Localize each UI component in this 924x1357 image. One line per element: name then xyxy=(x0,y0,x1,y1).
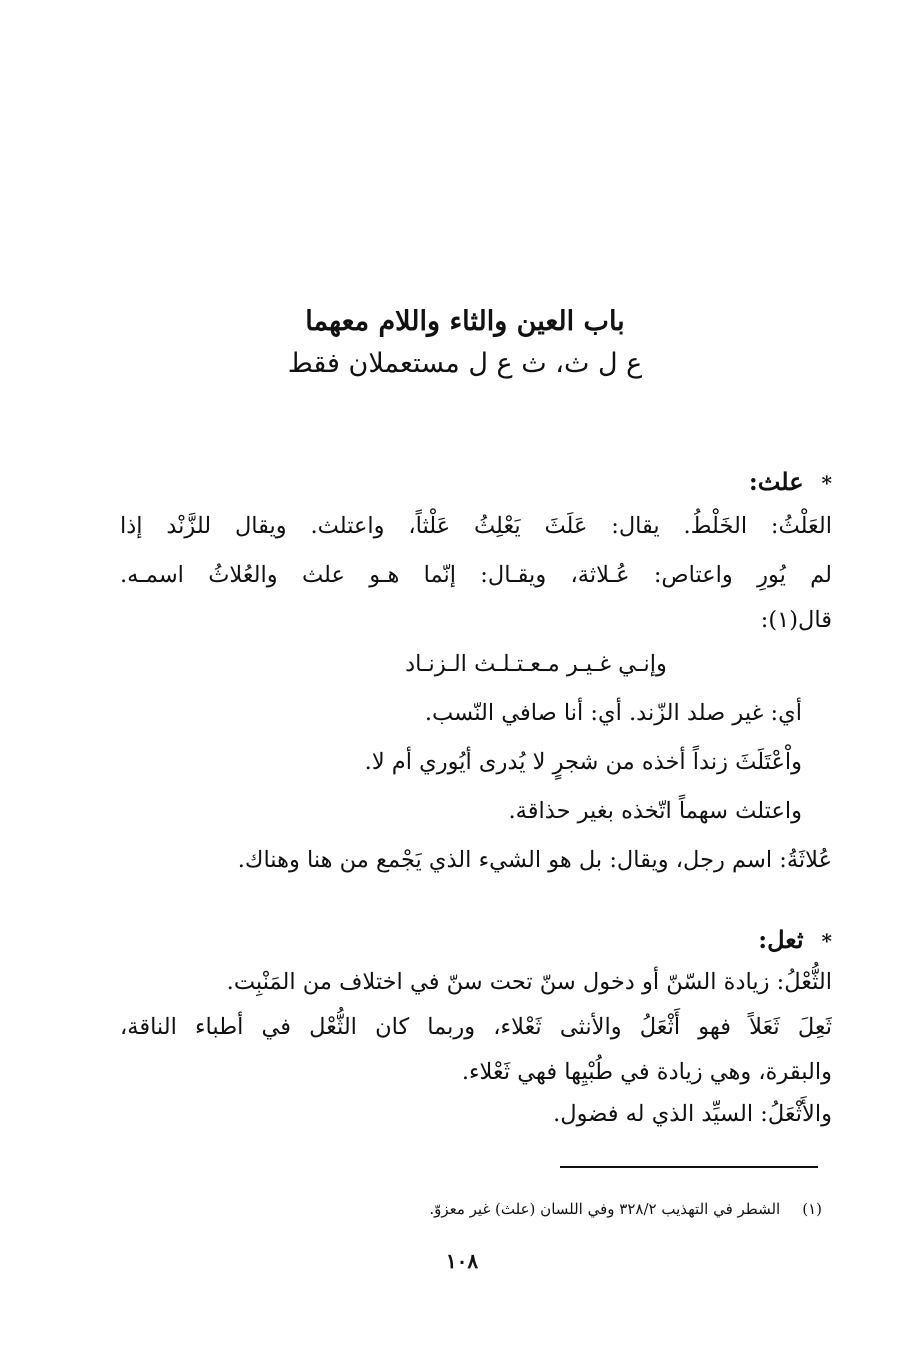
headword-text: ثعل: xyxy=(758,925,804,954)
entry-line: قال(١): xyxy=(760,607,832,633)
entry-line: واْعْتَلَثَ زنداً أخذه من شجرٍ لا يُدرى أيُوري أم لا. xyxy=(364,749,802,775)
entry-headword xyxy=(120,462,832,502)
verse-line: وإنـي غـيـر مـعـتـلـث الـزنـاد xyxy=(405,651,667,677)
footnote xyxy=(122,1196,822,1222)
entry-line: أي: غير صلد الزّند. أي: أنا صافي النّسب. xyxy=(424,700,802,726)
page-number: ١٠٨ xyxy=(445,1249,479,1273)
chapter-heading xyxy=(120,302,810,386)
entry-line: الثُّعْلُ: زيادة السّنّ أو دخول سنّ تحت سنّ في اختلاف من المَنْبِت. xyxy=(226,969,832,995)
entry-line: لم يُورِ واعتاص: عُـلاثة، ويقـال: إنّما هـو علث والعُلاثُ اسمـه. xyxy=(120,562,832,588)
footnote-divider xyxy=(560,1166,818,1168)
footnote-text: الشطر في التهذيب ٣٢٨/٢ وفي اللسان (علث) غير معزوّ. xyxy=(429,1200,781,1218)
footnote-marker: (١) xyxy=(802,1200,822,1218)
headword-text: علث: xyxy=(748,467,804,496)
asterisk-icon: * xyxy=(821,929,832,953)
chapter-title: باب العين والثاء واللام معهما xyxy=(305,306,625,337)
entry-line: واعتلث سهماً اتّخذه بغير حذاقة. xyxy=(508,798,802,824)
entry-alath xyxy=(120,462,832,885)
entry-headword xyxy=(120,920,832,960)
entry-thaal xyxy=(120,920,832,1134)
entry-line: عُلاثَةُ: اسم رجل، ويقال: بل هو الشيء الذي يَجْمع من هنا وهناك. xyxy=(237,847,832,873)
chapter-subtitle: ع ل ث، ث ع ل مستعملان فقط xyxy=(287,348,643,379)
entry-line: والأَثْعَلُ: السيِّد الذي له فضول. xyxy=(553,1101,832,1127)
asterisk-icon: * xyxy=(821,471,832,495)
entry-line: العَلْثُ: الخَلْطُ. يقال: عَلَثَ يَعْلِثُ عَلْثاً، واعتلث. ويقال للزَّنْد إذا xyxy=(120,513,832,539)
entry-line: والبقرة، وهي زيادة في طُبْيِها فهي ثَعْلاء. xyxy=(461,1059,832,1085)
entry-line: ثَعِلَ ثَعَلاً فهو أَثْعَلُ والأنثى ثَعْلاء، وربما كان الثُّعْل في أطباء الناقة، xyxy=(120,1014,832,1040)
